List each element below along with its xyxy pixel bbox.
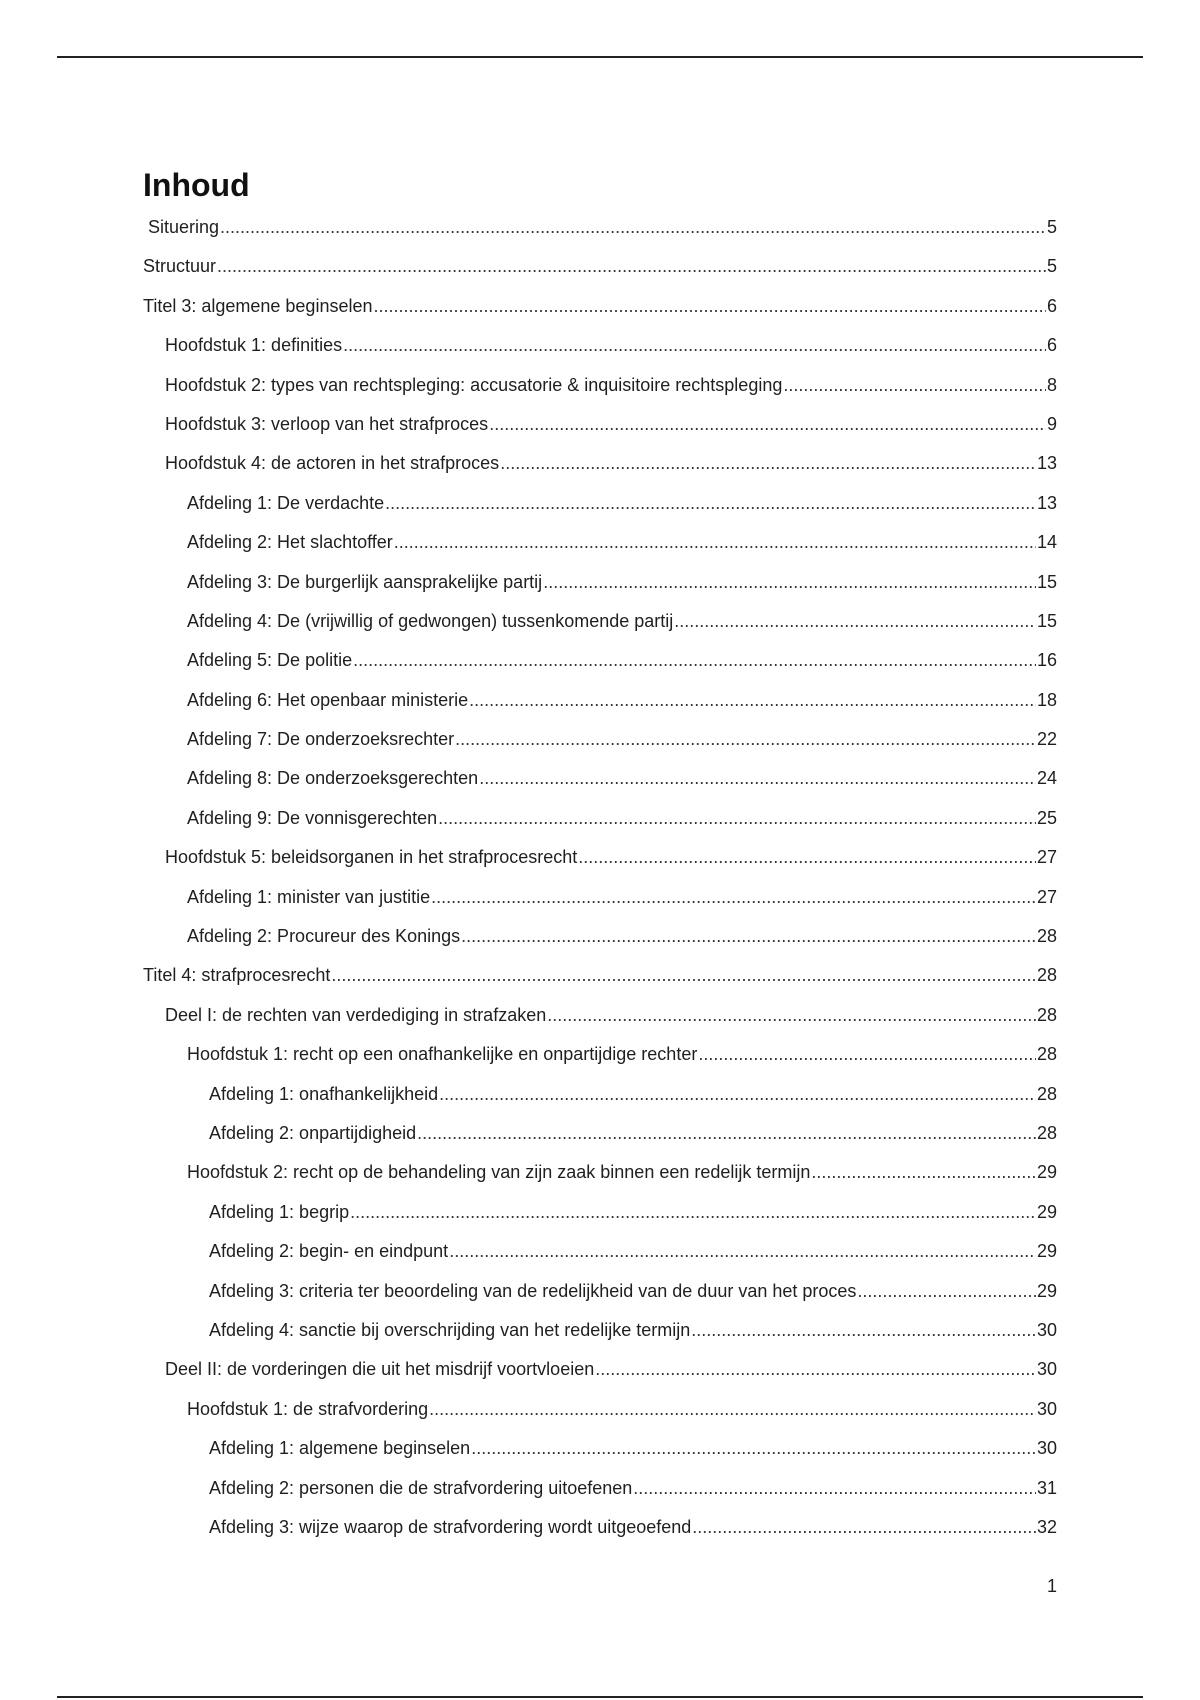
toc-entry-page: 30 bbox=[1036, 1359, 1057, 1380]
toc-entry-title: Hoofdstuk 3: verloop van het strafproces bbox=[165, 413, 489, 434]
toc-entry-title: Afdeling 4: sanctie bij overschrijding van het redelijke termijn bbox=[209, 1319, 691, 1340]
toc-entry[interactable] bbox=[143, 414, 1057, 453]
toc-entry-page: 32 bbox=[1036, 1516, 1057, 1537]
toc-entry-page: 28 bbox=[1036, 965, 1057, 986]
toc-entry[interactable] bbox=[143, 926, 1057, 965]
toc-dot-leader bbox=[394, 532, 1036, 553]
toc-entry[interactable] bbox=[143, 690, 1057, 729]
toc-dot-leader bbox=[471, 1438, 1036, 1459]
toc-entry[interactable] bbox=[143, 335, 1057, 374]
toc-entry-title: Afdeling 1: onafhankelijkheid bbox=[209, 1083, 439, 1104]
toc-entry-page: 24 bbox=[1036, 768, 1057, 789]
toc-entry[interactable] bbox=[143, 768, 1057, 807]
toc-entry-page: 29 bbox=[1036, 1241, 1057, 1262]
toc-entry-title: Afdeling 2: Het slachtoffer bbox=[187, 532, 393, 553]
toc-dot-leader bbox=[857, 1281, 1036, 1302]
toc-entry[interactable] bbox=[143, 1517, 1057, 1556]
toc-entry[interactable] bbox=[143, 1320, 1057, 1359]
toc-entry-title: Afdeling 8: De onderzoeksgerechten bbox=[187, 768, 479, 789]
toc-entry-page: 15 bbox=[1036, 571, 1057, 592]
toc-entry[interactable] bbox=[143, 1359, 1057, 1398]
toc-dot-leader bbox=[353, 650, 1036, 671]
toc-entry-page: 9 bbox=[1046, 413, 1057, 434]
toc-dot-leader bbox=[692, 1517, 1036, 1538]
toc-entry-title: Hoofdstuk 1: recht op een onafhankelijke en onpartijdige rechter bbox=[187, 1044, 698, 1065]
toc-entry-page: 30 bbox=[1036, 1438, 1057, 1459]
toc-dot-leader bbox=[343, 335, 1046, 356]
toc-entry[interactable] bbox=[143, 1162, 1057, 1201]
toc-entry-page: 28 bbox=[1036, 926, 1057, 947]
toc-dot-leader bbox=[578, 847, 1036, 868]
toc-entry-title: Afdeling 2: personen die de strafvordering uitoefenen bbox=[209, 1477, 633, 1498]
toc-entry-page: 29 bbox=[1036, 1201, 1057, 1222]
toc-entry-page: 5 bbox=[1046, 256, 1057, 277]
toc-entry[interactable] bbox=[143, 650, 1057, 689]
toc-dot-leader bbox=[417, 1123, 1036, 1144]
toc-entry-title: Afdeling 7: De onderzoeksrechter bbox=[187, 729, 455, 750]
toc-entry-page: 18 bbox=[1036, 689, 1057, 710]
toc-entry[interactable] bbox=[143, 1084, 1057, 1123]
toc-entry-title: Afdeling 9: De vonnisgerechten bbox=[187, 807, 438, 828]
toc-dot-leader bbox=[479, 768, 1036, 789]
toc-dot-leader bbox=[595, 1359, 1036, 1380]
toc-entry[interactable] bbox=[143, 1438, 1057, 1477]
toc-dot-leader bbox=[811, 1162, 1036, 1183]
toc-entry-page: 27 bbox=[1036, 886, 1057, 907]
toc-entry[interactable] bbox=[143, 1241, 1057, 1280]
toc-entry-page: 27 bbox=[1036, 847, 1057, 868]
toc-dot-leader bbox=[438, 808, 1036, 829]
toc-entry-page: 30 bbox=[1036, 1398, 1057, 1419]
toc-entry-page: 28 bbox=[1036, 1004, 1057, 1025]
toc-entry-title: Afdeling 1: begrip bbox=[209, 1201, 350, 1222]
toc-entry-title: Afdeling 4: De (vrijwillig of gedwongen) tussenkomende partij bbox=[187, 610, 674, 631]
toc-dot-leader bbox=[449, 1241, 1036, 1262]
toc-entry-page: 29 bbox=[1036, 1162, 1057, 1183]
toc-entry-title: Situering bbox=[148, 217, 220, 237]
toc-entry[interactable] bbox=[143, 572, 1057, 611]
toc-entry[interactable] bbox=[143, 453, 1057, 492]
toc-entry[interactable] bbox=[143, 217, 1057, 256]
toc-entry[interactable] bbox=[143, 1044, 1057, 1083]
toc-dot-leader bbox=[350, 1202, 1036, 1223]
toc-entry-page: 16 bbox=[1036, 650, 1057, 671]
toc-dot-leader bbox=[439, 1084, 1036, 1105]
toc-entry[interactable] bbox=[143, 611, 1057, 650]
footer-rule bbox=[57, 1696, 1143, 1698]
toc-entry-page: 25 bbox=[1036, 807, 1057, 828]
toc-entry-page: 6 bbox=[1046, 335, 1057, 356]
toc-entry-page: 13 bbox=[1036, 492, 1057, 513]
toc-entry-title: Afdeling 2: Procureur des Konings bbox=[187, 926, 461, 947]
toc-entry-page: 15 bbox=[1036, 610, 1057, 631]
toc-entry[interactable] bbox=[143, 887, 1057, 926]
toc-entry-title: Titel 3: algemene beginselen bbox=[143, 295, 373, 316]
toc-entry-title: Afdeling 2: begin- en eindpunt bbox=[209, 1241, 449, 1262]
toc-entry-title: Titel 4: strafprocesrecht bbox=[143, 965, 331, 986]
toc-entry[interactable] bbox=[143, 296, 1057, 335]
toc-entry-page: 5 bbox=[1046, 217, 1057, 237]
toc-entry-title: Hoofdstuk 2: types van rechtspleging: accusatorie & inquisitoire rechtspleging bbox=[165, 374, 783, 395]
toc-entry[interactable] bbox=[143, 1202, 1057, 1241]
toc-entry[interactable] bbox=[143, 1399, 1057, 1438]
toc-entry-page: 6 bbox=[1046, 295, 1057, 316]
toc-entry-title: Structuur bbox=[143, 256, 217, 277]
toc-dot-leader bbox=[469, 690, 1036, 711]
toc-entry-title: Afdeling 3: criteria ter beoordeling van de redelijkheid van de duur van het proces bbox=[209, 1280, 857, 1301]
toc-entry-page: 13 bbox=[1036, 453, 1057, 474]
toc-entry[interactable] bbox=[143, 493, 1057, 532]
toc-dot-leader bbox=[633, 1478, 1036, 1499]
toc-dot-leader bbox=[217, 256, 1046, 277]
toc-dot-leader bbox=[547, 1005, 1036, 1026]
toc-dot-leader bbox=[783, 375, 1046, 396]
toc-entry-title: Afdeling 6: Het openbaar ministerie bbox=[187, 689, 469, 710]
toc-heading: Inhoud bbox=[143, 167, 250, 203]
toc-entry-title: Afdeling 3: wijze waarop de strafvordering wordt uitgeoefend bbox=[209, 1516, 692, 1537]
toc-entry[interactable] bbox=[143, 808, 1057, 847]
toc-dot-leader bbox=[373, 296, 1046, 317]
table-of-contents bbox=[143, 217, 1057, 1556]
toc-entry-page: 28 bbox=[1036, 1083, 1057, 1104]
toc-dot-leader bbox=[331, 965, 1036, 986]
toc-dot-leader bbox=[385, 493, 1036, 514]
toc-entry[interactable] bbox=[143, 1478, 1057, 1517]
toc-dot-leader bbox=[431, 887, 1036, 908]
toc-entry-page: 28 bbox=[1036, 1044, 1057, 1065]
toc-dot-leader bbox=[220, 217, 1046, 238]
toc-entry-title: Afdeling 5: De politie bbox=[187, 650, 353, 671]
toc-entry[interactable] bbox=[143, 1123, 1057, 1162]
toc-entry-page: 29 bbox=[1036, 1280, 1057, 1301]
toc-entry-page: 8 bbox=[1046, 374, 1057, 395]
toc-dot-leader bbox=[455, 729, 1036, 750]
toc-entry-page: 14 bbox=[1036, 532, 1057, 553]
toc-dot-leader bbox=[500, 453, 1036, 474]
toc-entry-title: Hoofdstuk 1: de strafvordering bbox=[187, 1398, 429, 1419]
toc-entry[interactable] bbox=[143, 847, 1057, 886]
toc-entry-title: Afdeling 2: onpartijdigheid bbox=[209, 1122, 417, 1143]
toc-entry-title: Afdeling 1: minister van justitie bbox=[187, 886, 431, 907]
toc-entry-title: Hoofdstuk 4: de actoren in het strafproces bbox=[165, 453, 500, 474]
toc-entry-title: Deel II: de vorderingen die uit het misdrijf voortvloeien bbox=[165, 1359, 595, 1380]
toc-entry[interactable] bbox=[143, 965, 1057, 1004]
toc-dot-leader bbox=[489, 414, 1046, 435]
header-rule bbox=[57, 56, 1143, 58]
toc-entry-page: 30 bbox=[1036, 1319, 1057, 1340]
toc-dot-leader bbox=[674, 611, 1036, 632]
toc-entry-page: 22 bbox=[1036, 729, 1057, 750]
toc-entry[interactable] bbox=[143, 532, 1057, 571]
toc-entry-title: Afdeling 3: De burgerlijk aansprakelijke partij bbox=[187, 571, 543, 592]
toc-entry-title: Deel I: de rechten van verdediging in strafzaken bbox=[165, 1004, 547, 1025]
toc-dot-leader bbox=[691, 1320, 1036, 1341]
toc-entry[interactable] bbox=[143, 1281, 1057, 1320]
toc-entry-title: Hoofdstuk 2: recht op de behandeling van zijn zaak binnen een redelijk termijn bbox=[187, 1162, 811, 1183]
toc-entry[interactable] bbox=[143, 1005, 1057, 1044]
toc-dot-leader bbox=[543, 572, 1036, 593]
toc-entry-title: Afdeling 1: De verdachte bbox=[187, 492, 385, 513]
toc-entry[interactable] bbox=[143, 256, 1057, 295]
toc-entry-page: 28 bbox=[1036, 1122, 1057, 1143]
toc-entry-title: Afdeling 1: algemene beginselen bbox=[209, 1438, 471, 1459]
toc-entry[interactable] bbox=[143, 729, 1057, 768]
toc-entry[interactable] bbox=[143, 375, 1057, 414]
toc-dot-leader bbox=[698, 1044, 1036, 1065]
toc-dot-leader bbox=[429, 1399, 1036, 1420]
toc-entry-title: Hoofdstuk 5: beleidsorganen in het strafprocesrecht bbox=[165, 847, 578, 868]
page-number: 1 bbox=[1046, 1576, 1057, 1596]
toc-entry-page: 31 bbox=[1036, 1477, 1057, 1498]
toc-entry-title: Hoofdstuk 1: definities bbox=[165, 335, 343, 356]
toc-dot-leader bbox=[461, 926, 1036, 947]
